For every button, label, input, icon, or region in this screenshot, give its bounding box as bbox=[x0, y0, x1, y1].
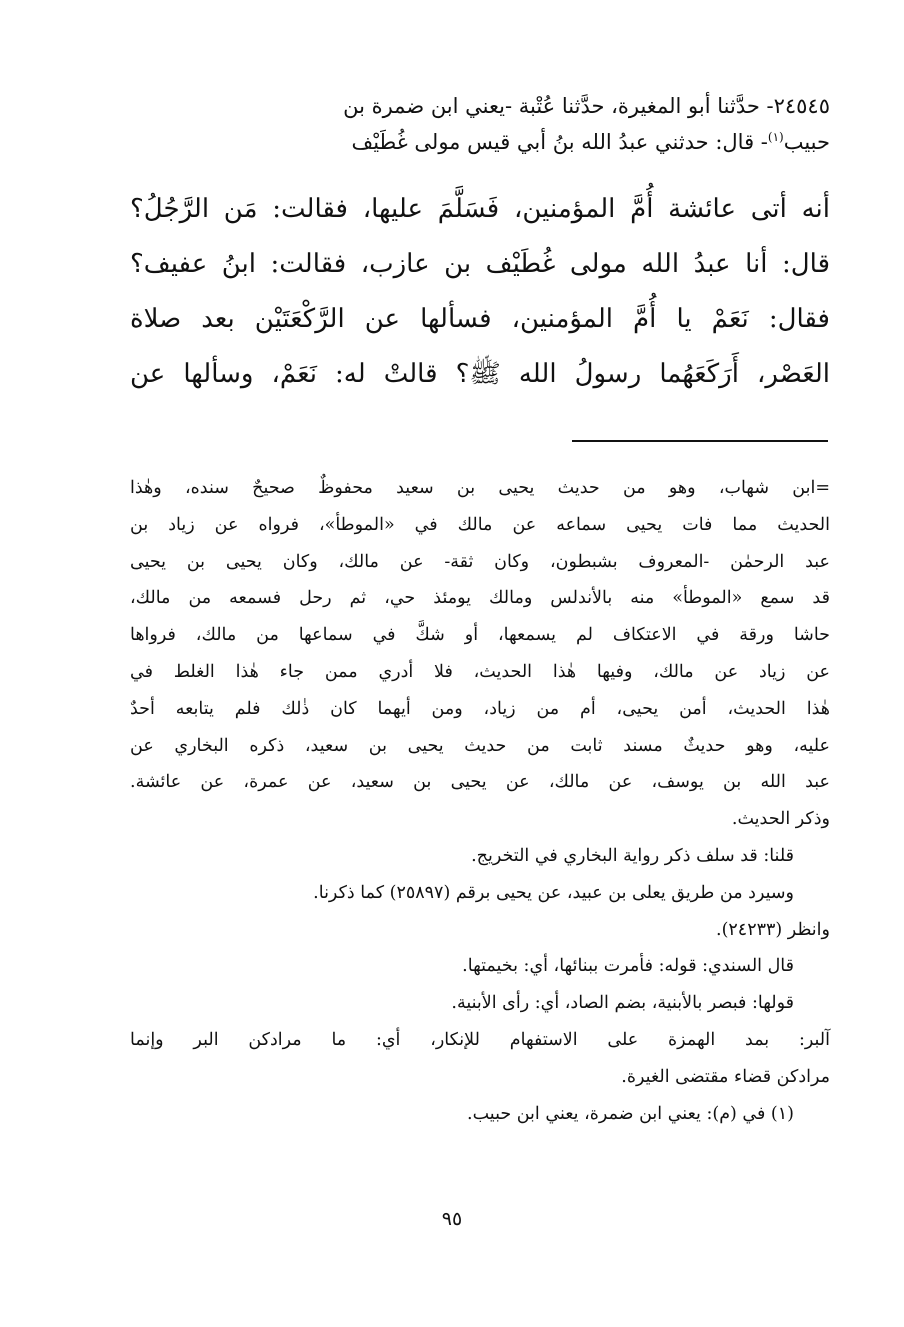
albirr-line-1: آلبر: بمد الهمزة على الاستفهام للإنكار، أي: ما مرادكن البر وإنما bbox=[130, 1029, 830, 1050]
hadith-text-line-2: قال: أنا عبدُ الله مولى غُطَيْف بن عازب، فقالت: ابنُ عفيف؟ bbox=[130, 249, 830, 279]
footnote-line-2: الحديث مما فات يحيى سماعه عن مالك في «الموطأ»، فرواه عن زياد بن bbox=[130, 514, 830, 535]
footnote-line-1: =ابن شهاب، وهو من حديث يحيى بن سعيد محفوظٌ صحيحٌ سنده، وهٰذا bbox=[130, 478, 830, 498]
qulna-line: قلنا: قد سلف ذكر رواية البخاري في التخريج. bbox=[471, 845, 794, 866]
footnote-separator bbox=[572, 440, 828, 442]
footnote-line-9: عبد الله بن يوسف، عن مالك، عن يحيى بن سعيد، عن عمرة، عن عائشة. bbox=[130, 772, 830, 793]
hadith-text-line-1: أنه أتى عائشة أُمَّ المؤمنين، فَسَلَّمَ عليها، فقالت: مَن الرَّجُلُ؟ bbox=[130, 194, 830, 224]
albirr-line-2: مرادكن قضاء مقتضى الغيرة. bbox=[621, 1066, 830, 1087]
footnote-marker: (١) bbox=[767, 130, 784, 144]
page-number: ٩٥ bbox=[441, 1208, 463, 1230]
wanzur-line: وانظر (٢٤٢٣٣). bbox=[716, 919, 830, 940]
hadith-header-line-1: ٢٤٥٤٥- حدَّثنا أبو المغيرة، حدَّثنا عُتْبة -يعني ابن ضمرة بن bbox=[343, 94, 830, 118]
footnote-line-5: حاشا ورقة في الاعتكاف لم يسمعها، أو شكَّ في سماعها من مالك، فرواها bbox=[130, 625, 830, 646]
hadith-text-line-4: العَصْر، أَرَكَعَهُما رسولُ الله ﷺ؟ قالتْ له: نَعَمْ، وسألها عن bbox=[130, 359, 830, 389]
footnote-line-8: عليه، وهو حديثٌ مسند ثابت من حديث يحيى بن سعيد، ذكره البخاري عن bbox=[130, 735, 830, 756]
sayarid-line: وسيرد من طريق يعلى بن عبيد، عن يحيى برقم (٢٥٨٩٧) كما ذكرنا. bbox=[313, 882, 794, 903]
header-text-before-marker: حبيب bbox=[783, 130, 830, 154]
hadith-header-line-2 bbox=[130, 124, 830, 160]
footnote-1: (١) في (م): يعني ابن ضمرة، يعني ابن حبيب. bbox=[467, 1103, 794, 1124]
hadith-text-line-3: فقال: نَعَمْ يا أُمَّ المؤمنين، فسألها عن الرَّكْعَتَيْن بعد صلاة bbox=[130, 304, 830, 334]
header-text-after-marker: - قال: حدثني عبدُ الله بنُ أبي قيس مولى غُطَيْف bbox=[351, 130, 768, 154]
footnote-line-10: وذكر الحديث. bbox=[731, 809, 830, 830]
footnote-line-7: هٰذا الحديث، أمن يحيى، أم من زياد، ومن أيهما كان ذٰلك فلم يتابعه أحدٌ bbox=[130, 698, 830, 719]
footnote-line-4: قد سمع «الموطأ» منه بالأندلس ومالك يومئذ حي، ثم رحل فسمعه من مالك، bbox=[130, 588, 830, 609]
qawluha-line: قولها: فبصر بالأبنية، بضم الصاد، أي: رأى الأبنية. bbox=[451, 993, 794, 1014]
footnotes bbox=[130, 470, 830, 1132]
footnote-line-6: عن زياد عن مالك، وفيها هٰذا الحديث، فلا أدري ممن جاء هٰذا الغلط في bbox=[130, 661, 830, 682]
hadith-text bbox=[130, 182, 830, 402]
sindi-line: قال السندي: قوله: فأمرت ببنائها، أي: بخيمتها. bbox=[462, 956, 794, 977]
footnote-line-3: عبد الرحمٰن -المعروف بشبطون، وكان ثقة- عن مالك، وكان يحيى بن يحيى bbox=[130, 551, 830, 572]
hadith-header bbox=[130, 88, 830, 160]
